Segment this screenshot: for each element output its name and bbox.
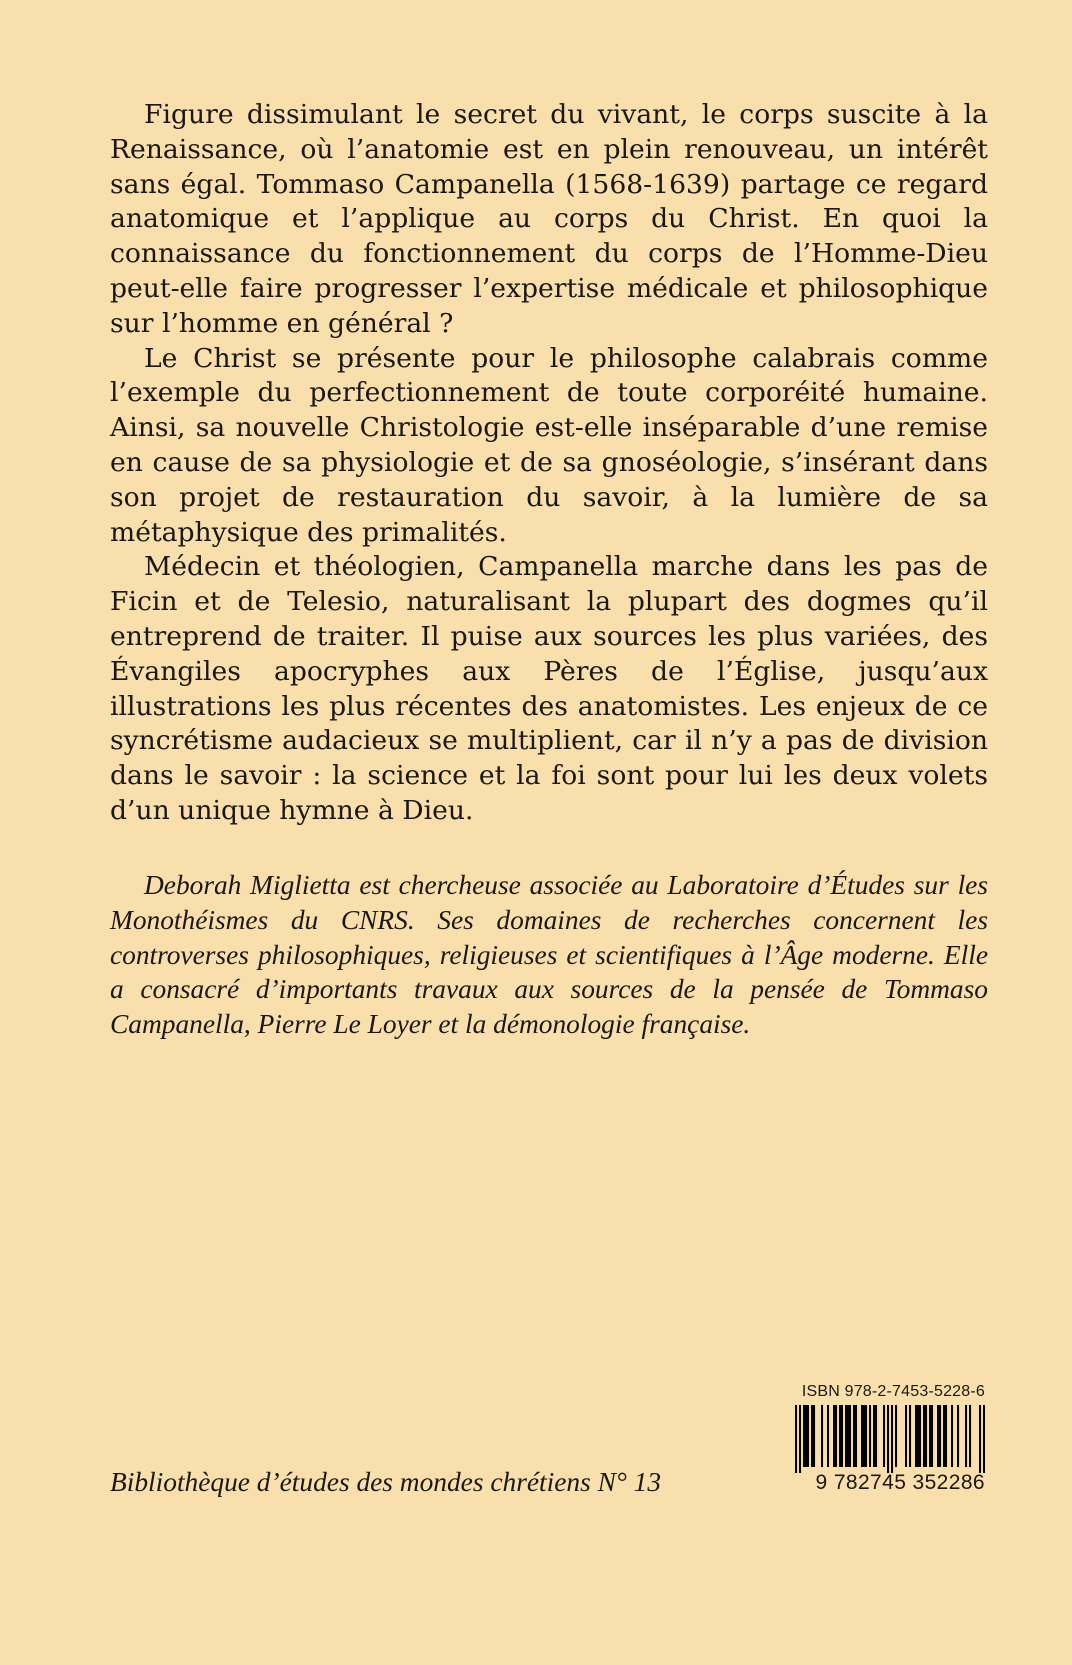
- barcode-bar: [845, 1405, 847, 1467]
- barcode-bar: [923, 1405, 925, 1467]
- barcode-bar: [795, 1405, 797, 1473]
- barcode-bar: [873, 1405, 875, 1467]
- isbn-label: ISBN 978-2-7453-5228-6: [801, 1383, 985, 1400]
- blurb-paragraph-3: Médecin et théologien, Campanella marche dans les pas de Ficin et de Telesio, naturalisant la plupart des dogmes qu’il entreprend de traiter. Il puise aux sources les plus variées, des Évangiles apocryphes aux Pères de l’Église, jusqu’aux illustrations les plus récentes des anatomistes. Les enjeux de ce syncrétisme audacieux se multiplient, car il n’y a pas de division dans le savoir : la science et la foi sont pour lui les deux volets d’un unique hymne à Dieu.: [110, 551, 988, 826]
- barcode-bar: [931, 1405, 933, 1467]
- barcode-bar: [861, 1405, 863, 1467]
- author-bio: [110, 868, 988, 1042]
- isbn-barcode-block: [795, 1383, 985, 1500]
- barcode-bar: [915, 1405, 917, 1467]
- blurb: [110, 98, 988, 829]
- barcode-bar: [869, 1405, 871, 1467]
- barcode-bar: [847, 1405, 849, 1467]
- barcode-bar: [835, 1405, 837, 1467]
- barcode-bar: [951, 1405, 953, 1467]
- barcode-bar: [855, 1405, 857, 1467]
- barcode-digits: 9 782745 352286: [815, 1471, 985, 1494]
- barcode-bar: [957, 1405, 959, 1467]
- barcode-bar: [917, 1405, 919, 1467]
- barcode-bar: [945, 1405, 947, 1467]
- barcode-bar: [799, 1405, 801, 1473]
- barcode-bar: [833, 1405, 835, 1467]
- barcode-bar: [891, 1405, 893, 1473]
- barcode-bar: [811, 1405, 813, 1467]
- barcode-bar: [883, 1405, 885, 1467]
- barcode-bar: [865, 1405, 867, 1467]
- barcode-bar: [863, 1405, 865, 1467]
- barcode-bar: [839, 1405, 841, 1467]
- barcode-bar: [983, 1405, 985, 1473]
- barcode-bar: [937, 1405, 939, 1467]
- barcode-bar: [887, 1405, 889, 1473]
- barcode-icon: [795, 1405, 985, 1473]
- barcode-bar: [807, 1405, 809, 1467]
- barcode-bar: [813, 1405, 815, 1467]
- barcode-bar: [965, 1405, 967, 1467]
- barcode-bar: [805, 1405, 807, 1467]
- barcode-bar: [821, 1405, 823, 1467]
- series-title: Bibliothèque d’études des mondes chrétiens N° 13: [110, 1467, 662, 1497]
- barcode-bar: [979, 1405, 981, 1473]
- barcode-bar: [909, 1405, 911, 1467]
- blurb-paragraph-1: Figure dissimulant le secret du vivant, le corps suscite à la Renaissance, où l’anatomie est en plein renouveau, un intérêt sans égal. Tommaso Campanella (1568-1639) partage ce regard anatomique et l’applique au corps du Christ. En quoi la connaissance du fonctionnement du corps de l’Homme-Dieu peut-elle faire progresser l’expertise médicale et philosophique sur l’homme en général ?: [110, 99, 988, 339]
- blurb-paragraph-2: Le Christ se présente pour le philosophe calabrais comme l’exemple du perfectionnement de toute corporéité humaine. Ainsi, sa nouvelle Christologie est-elle inséparable d’une remise en cause de sa physiologie et de sa gnoséologie, s’insérant dans son projet de restauration du savoir, à la lumière de sa métaphysique des primalités.: [110, 342, 988, 548]
- barcode-bar: [969, 1405, 971, 1467]
- barcode-bar: [929, 1405, 931, 1467]
- barcode-bar: [849, 1405, 851, 1467]
- barcode-bar: [875, 1405, 877, 1467]
- barcode-bar: [841, 1405, 843, 1467]
- barcode-bar: [803, 1405, 805, 1467]
- barcode-bar: [943, 1405, 945, 1467]
- barcode-bar: [853, 1405, 855, 1467]
- barcode-bar: [905, 1405, 907, 1467]
- barcode-bar: [895, 1405, 897, 1467]
- author-bio-text: Deborah Miglietta est chercheuse associée au Laboratoire d’Études sur les Monothéismes du CNRS. Ses domaines de recherches concernent les controverses philosophiques, religieuses et scientifiques à l’Âge moderne. Elle a consacré d’importants travaux aux sources de la pensée de Tommaso Campanella, Pierre Le Loyer et la démonologie française.: [110, 870, 988, 1040]
- barcode-bar: [925, 1405, 927, 1467]
- barcode-bar: [939, 1405, 941, 1467]
- barcode-bar: [827, 1405, 829, 1467]
- barcode-bar: [919, 1405, 921, 1467]
